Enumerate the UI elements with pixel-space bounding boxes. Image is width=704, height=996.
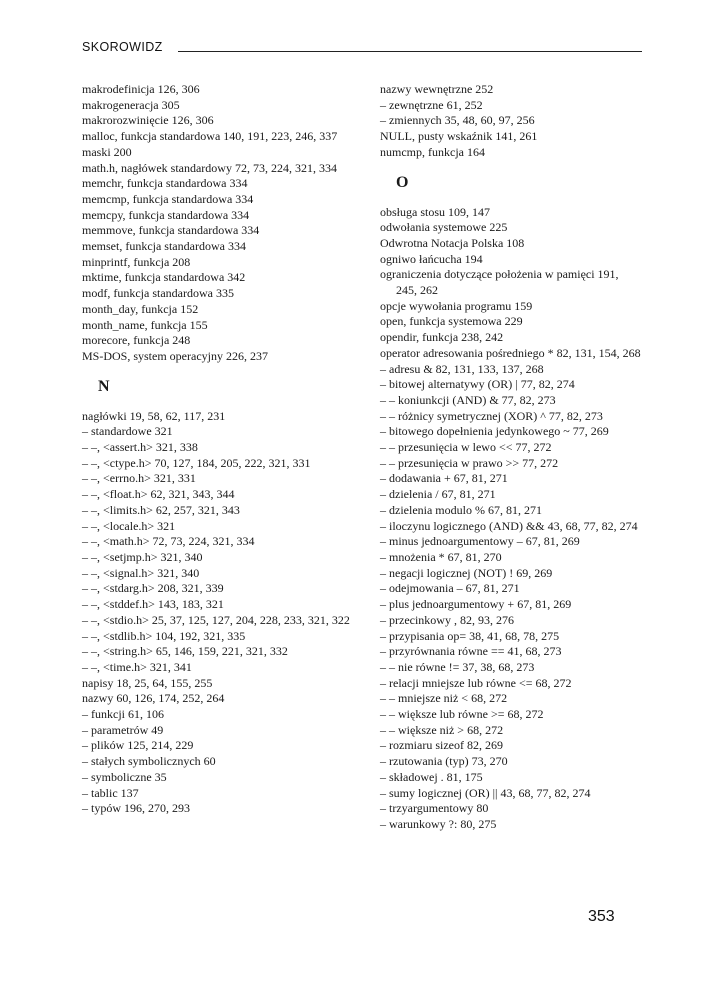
running-header [82, 40, 642, 58]
index-entry: mktime, funkcja standardowa 342 [82, 270, 246, 285]
index-entry: memcpy, funkcja standardowa 334 [82, 207, 250, 222]
index-entry: – – przesunięcia w prawo >> 77, 272 [380, 455, 559, 470]
index-entry: – warunkowy ?: 80, 275 [380, 816, 497, 831]
index-entry: – bitowego dopełnienia jedynkowego ~ 77, 269 [380, 424, 609, 439]
index-entry: – bitowej alternatywy (OR) | 77, 82, 274 [380, 377, 575, 392]
index-entry: ogniwo łańcucha 194 [380, 251, 483, 266]
entries-m [82, 82, 364, 365]
index-entry: maski 200 [82, 144, 132, 159]
index-entry: makrorozwinięcie 126, 306 [82, 113, 214, 128]
index-entry: – –, <float.h> 62, 321, 343, 344 [82, 487, 235, 502]
page-number: 353 [588, 908, 615, 925]
index-entry: – adresu & 82, 131, 133, 137, 268 [380, 361, 544, 376]
index-entry: – –, <limits.h> 62, 257, 321, 343 [82, 502, 240, 517]
index-entry: – odejmowania – 67, 81, 271 [380, 581, 520, 596]
index-entry: – –, <time.h> 321, 341 [82, 659, 192, 674]
index-entry: opendir, funkcja 238, 242 [380, 330, 504, 345]
index-entry: – –, <string.h> 65, 146, 159, 221, 321, 332 [82, 644, 288, 659]
index-entry: ograniczenia dotyczące położenia w pamięci 191, 245, 262 [380, 267, 622, 298]
index-entry: memchr, funkcja standardowa 334 [82, 176, 248, 191]
index-entry: – –, <stdarg.h> 208, 321, 339 [82, 581, 224, 596]
section-letter-o: O [396, 173, 409, 191]
index-entry: odwołania systemowe 225 [380, 220, 508, 235]
index-entry: – –, <setjmp.h> 321, 340 [82, 549, 203, 564]
index-entry: obsługa stosu 109, 147 [380, 204, 491, 219]
index-entry: – relacji mniejsze lub równe <= 68, 272 [380, 675, 572, 690]
index-entry: opcje wywołania programu 159 [380, 298, 533, 313]
index-entry: – – większe niż > 68, 272 [380, 722, 504, 737]
index-entry: Odwrotna Notacja Polska 108 [380, 235, 525, 250]
index-entry: – przypisania op= 38, 41, 68, 78, 275 [380, 628, 560, 643]
index-entry: – negacji logicznej (NOT) ! 69, 269 [380, 565, 553, 580]
index-entry: – iloczynu logicznego (AND) && 43, 68, 77, 82, 274 [380, 518, 638, 533]
index-entry: month_day, funkcja 152 [82, 301, 199, 316]
index-entry: – dzielenia modulo % 67, 81, 271 [380, 502, 542, 517]
index-entry: malloc, funkcja standardowa 140, 191, 223, 246, 337 [82, 129, 338, 144]
index-entry: – –, <math.h> 72, 73, 224, 321, 334 [82, 534, 255, 549]
index-entry: napisy 18, 25, 64, 155, 255 [82, 675, 213, 690]
header-title: SKOROWIDZ [82, 40, 163, 54]
index-entry: – rozmiaru sizeof 82, 269 [380, 738, 503, 753]
index-entry: – –, <ctype.h> 70, 127, 184, 205, 222, 321, 331 [82, 455, 311, 470]
entries-n [82, 409, 364, 817]
index-entry: – standardowe 321 [82, 424, 173, 439]
index-entry: – plików 125, 214, 229 [82, 738, 194, 753]
index-entry: – –, <stdio.h> 25, 37, 125, 127, 204, 228, 233, 321, 322 [82, 612, 350, 627]
index-entry: – sumy logicznej (OR) || 43, 68, 77, 82, 274 [380, 785, 591, 800]
index-entry: – dodawania + 67, 81, 271 [380, 471, 508, 486]
index-entry: – – nie równe != 37, 38, 68, 273 [380, 659, 535, 674]
index-entry: nazwy wewnętrzne 252 [380, 82, 494, 96]
index-entry: morecore, funkcja 248 [82, 333, 191, 348]
index-entry: – tablic 137 [82, 785, 139, 800]
index-entry: math.h, nagłówek standardowy 72, 73, 224, 321, 334 [82, 160, 337, 175]
index-entry: – – przesunięcia w lewo << 77, 272 [380, 440, 552, 455]
index-entry: – –, <signal.h> 321, 340 [82, 565, 200, 580]
index-entry: – mnożenia * 67, 81, 270 [380, 549, 502, 564]
index-entry: NULL, pusty wskaźnik 141, 261 [380, 129, 538, 144]
index-entry: makrodefinicja 126, 306 [82, 82, 200, 96]
index-entry: – funkcji 61, 106 [82, 707, 164, 722]
index-entry: – plus jednoargumentowy + 67, 81, 269 [380, 597, 572, 612]
index-entry: – składowej . 81, 175 [380, 769, 483, 784]
index-entry: memset, funkcja standardowa 334 [82, 239, 246, 254]
index-entry: memmove, funkcja standardowa 334 [82, 223, 260, 238]
index-entry: – symboliczne 35 [82, 769, 167, 784]
index-entry: – – różnicy symetrycznej (XOR) ^ 77, 82, 273 [380, 408, 603, 423]
index-entry: – przecinkowy , 82, 93, 276 [380, 612, 514, 627]
index-entry: nagłówki 19, 58, 62, 117, 231 [82, 408, 226, 423]
index-entry: – zewnętrzne 61, 252 [380, 97, 483, 112]
index-entry: memcmp, funkcja standardowa 334 [82, 191, 254, 206]
index-entry: – przyrównania równe == 41, 68, 273 [380, 644, 562, 659]
section-letter-n: N [98, 377, 110, 395]
index-entry: MS-DOS, system operacyjny 226, 237 [82, 348, 268, 363]
index-entry: – –, <stddef.h> 143, 183, 321 [82, 597, 224, 612]
index-entry: open, funkcja systemowa 229 [380, 314, 523, 329]
left-column [82, 82, 364, 817]
index-entry: – – koniunkcji (AND) & 77, 82, 273 [380, 392, 556, 407]
header-rule [178, 51, 642, 52]
index-entry: – typów 196, 270, 293 [82, 801, 190, 816]
index-entry: numcmp, funkcja 164 [380, 144, 485, 159]
index-entry: – –, <assert.h> 321, 338 [82, 440, 198, 455]
entries-o [380, 205, 642, 833]
index-entry: minprintf, funkcja 208 [82, 254, 191, 269]
index-entry: – –, <errno.h> 321, 331 [82, 471, 196, 486]
index-entry: month_name, funkcja 155 [82, 317, 208, 332]
index-entry: – –, <locale.h> 321 [82, 518, 176, 533]
index-entry: – – większe lub równe >= 68, 272 [380, 707, 544, 722]
index-entry: – parametrów 49 [82, 722, 164, 737]
index-entry: – trzyargumentowy 80 [380, 801, 489, 816]
index-entry: – stałych symbolicznych 60 [82, 754, 216, 769]
right-column [380, 82, 642, 833]
index-entry: makrogeneracja 305 [82, 97, 180, 112]
index-entry: – – mniejsze niż < 68, 272 [380, 691, 508, 706]
entries-n-continued [380, 82, 642, 161]
index-entry: – zmiennych 35, 48, 60, 97, 256 [380, 113, 535, 128]
index-entry: nazwy 60, 126, 174, 252, 264 [82, 691, 225, 706]
index-entry: – rzutowania (typ) 73, 270 [380, 754, 508, 769]
index-entry: – –, <stdlib.h> 104, 192, 321, 335 [82, 628, 246, 643]
index-entry: modf, funkcja standardowa 335 [82, 286, 234, 301]
index-entry: – minus jednoargumentowy – 67, 81, 269 [380, 534, 580, 549]
index-entry: – dzielenia / 67, 81, 271 [380, 487, 496, 502]
index-entry: operator adresowania pośredniego * 82, 131, 154, 268 [380, 345, 641, 360]
